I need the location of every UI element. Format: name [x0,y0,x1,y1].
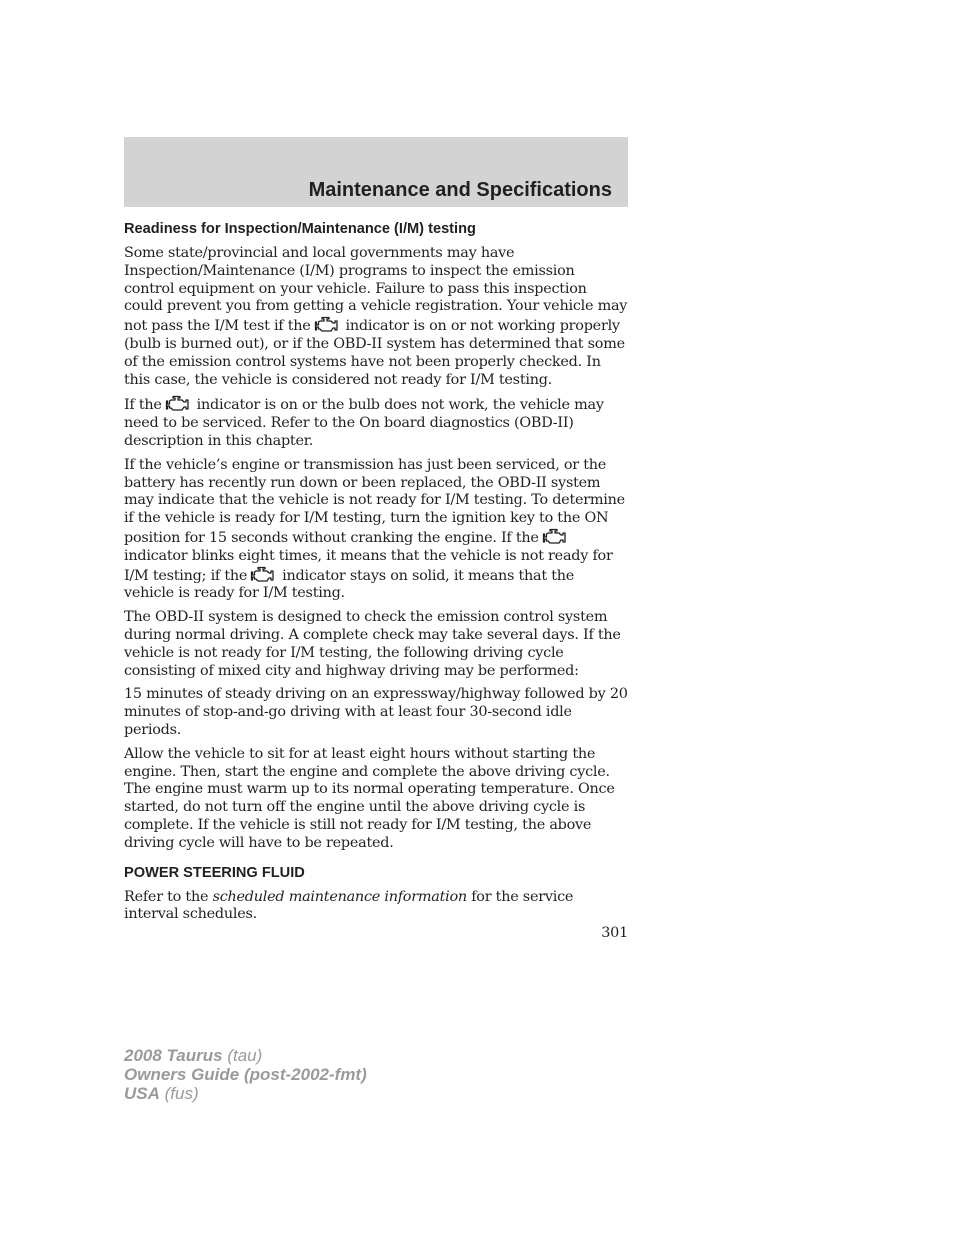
page-content [124,220,628,930]
im-paragraph-2 [124,395,628,450]
footer-line-1 [124,1046,367,1065]
footer-line-3 [124,1084,367,1103]
text-span: for the service interval schedules. [124,888,574,923]
header-band [124,137,628,207]
text-span: If the vehicle’s engine or transmission has just been serviced, or the battery has recently run down or been replaced, the OBD-II system may indicate that the vehicle is not ready for I/M testing. To determine if the vehicle is ready for I/M testing, turn the ignition key to the ON position for 15 seconds without cranking the engine. If the [124,456,625,546]
page-section-title: Maintenance and Specifications [308,179,612,201]
text-span: indicator is on or not working properly (bulb is burned out), or if the OBD-II system has determined that some of the emission control systems have not been properly checked. In this case, the vehicle is considered not ready for I/M testing. [124,318,625,388]
footer-line-2 [124,1065,367,1084]
power-steering-heading: POWER STEERING FLUID [124,864,305,881]
footer-model-code: (tau) [227,1046,263,1065]
text-span: Some state/provincial and local governments may have Inspection/Maintenance (I/M) programs to inspect the emission control equipment on your vehicle. Failure to pass this inspection could prevent you from getting a vehicle registration. Your vehicle may not pass the I/M test if the [124,245,628,335]
text-span: Refer to the [124,888,209,905]
check-engine-icon [250,566,278,584]
scheduled-maintenance-link[interactable]: scheduled maintenance information [212,888,467,905]
im-paragraph-3 [124,457,628,603]
check-engine-icon [314,316,342,334]
text-span: If the [124,397,162,414]
footer-market-code: (fus) [164,1084,199,1103]
check-engine-icon [165,395,193,413]
check-engine-icon [542,528,570,546]
im-paragraph-6: Allow the vehicle to sit for at least eight hours without starting the engine. Then, start the engine and complete the above driving cycle. The engine must warm up to its normal operating temperature. Once started, do not turn off the engine until the above driving cycle is complete. If the vehicle is still not ready for I/M testing, the above driving cycle will have to be repeated. [124,745,615,851]
text-span: indicator blinks eight times, it means that the vehicle is not ready for I/M testing; if the [124,547,613,584]
im-paragraph-1 [124,245,628,389]
footer-guide: Owners Guide (post-2002-fmt) [124,1065,367,1084]
footer-model: 2008 Taurus [124,1046,223,1065]
power-steering-paragraph [124,889,628,925]
footer [124,1046,367,1103]
text-span: indicator stays on solid, it means that the vehicle is ready for I/M testing. [124,567,575,602]
im-paragraph-5: 15 minutes of steady driving on an expressway/highway followed by 20 minutes of stop-and-go driving with at least four 30-second idle periods. [124,686,628,738]
text-span: indicator is on or the bulb does not work, the vehicle may need to be serviced. Refer to the On board diagnostics (OBD-II) description in this chapter. [124,397,604,449]
im-paragraph-4: The OBD-II system is designed to check the emission control system during normal driving. A complete check may take several days. If the vehicle is not ready for I/M testing, the following driving cycle consisting of mixed city and highway driving may be performed: [124,609,621,679]
im-testing-heading: Readiness for Inspection/Maintenance (I/M) testing [124,221,476,237]
page-number: 301 [601,925,628,941]
footer-market: USA [124,1084,160,1103]
